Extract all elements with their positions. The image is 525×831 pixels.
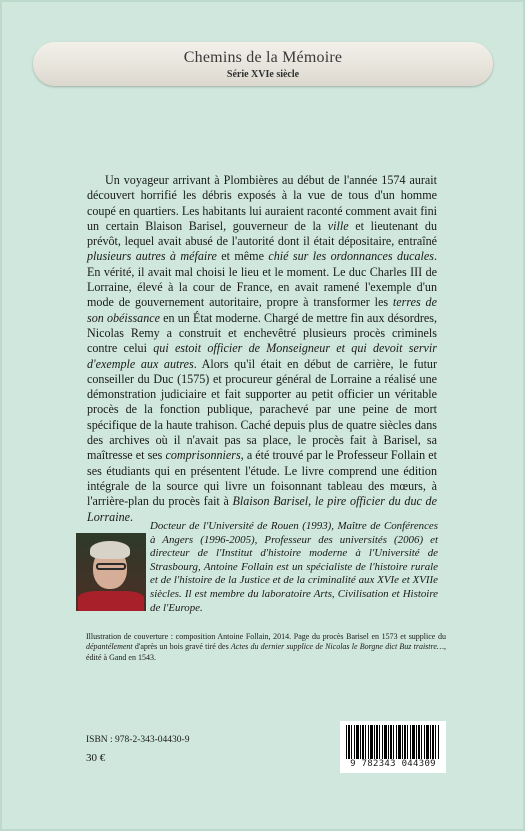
- barcode: [340, 721, 446, 773]
- blurb-paragraph: Un voyageur arrivant à Plombières au début de l'année 1574 aurait découvert horrifié les débris exposés à la vue de tous d'un homme coupé en quartiers. Les habitants lui auraient raconté comment avait fini un certain Blaison Barisel, gouverneur de la ville et lieutenant du prévôt, lequel avait abusé de l'autorité dont il était dépositaire, entraîné plusieurs autres à méfaire et même chié sur les ordonnances ducales. En vérité, il avait mal choisi le lieu et le moment. Le duc Charles III de Lorraine, élevé à la cour de France, en avait ramené l'exemple d'un mode de gouvernement autoritaire, propre à transformer les terres de son obéissance en un État moderne. Chargé de mettre fin aux désordres, Nicolas Remy a construit et enchevêtré plusieurs procès criminels contre celui qui estoit officier de Monseigneur et qui devoit servir d'exemple aux autres. Alors qu'il était en début de carrière, le futur conseiller du Duc (1575) et procureur général de Lorraine a réalisé une démonstration judiciaire et fait supporter au petit officier un véritable procès de la fonction publique, parachevé par une peine de mort spécifique de la haute trahison. Caché depuis plus de quatre siècles dans des archives où il n'avait pas sa place, le procès fait à Barisel, sa maîtresse et ses comprisonniers, a été trouvé par le Professeur Follain et ses étudiants qui en présentent l'étude. Le livre comprend une édition intégrale de la source qui livre un foisonnant tableau des mœurs, à l'arrière-plan du procès fait à Blaison Barisel, le pire officier du duc de Lorraine.: [87, 173, 438, 524]
- series-banner: [33, 42, 493, 86]
- cover-credit: Illustration de couverture : composition Antoine Follain, 2014. Page du procès Barisel en 1573 et supplice du dépantélement d'après un bois gravé tiré des Actes du dernier supplice de Nicolas le Borgne dict Buz traistre…, édité à Gand en 1543.: [86, 632, 447, 662]
- author-bio: Docteur de l'Université de Rouen (1993), Maître de Conférences à Angers (1996-2005), Professeur des universités (2006) et directeur de l'Institut d'histoire moderne à l'Université de Strasbourg, Antoine Follain est un spécialiste de l'histoire rurale et de l'histoire de la Justice et de la criminalité aux XVIe et XVIIe siècles. Il est membre du laboratoire Arts, Civilisation et Histoire de l'Europe.: [150, 520, 438, 614]
- series-title: Chemins de la Mémoire: [183, 49, 343, 66]
- blurb-text: [87, 173, 437, 525]
- series-subtitle: Série XVIe siècle: [226, 69, 300, 80]
- isbn: ISBN : 978-2-343-04430-9: [86, 735, 190, 745]
- author-photo: [76, 533, 146, 611]
- barcode-digits: 9 782343 044309: [350, 759, 436, 769]
- barcode-bars: [346, 725, 440, 759]
- price: 30 €: [86, 752, 106, 764]
